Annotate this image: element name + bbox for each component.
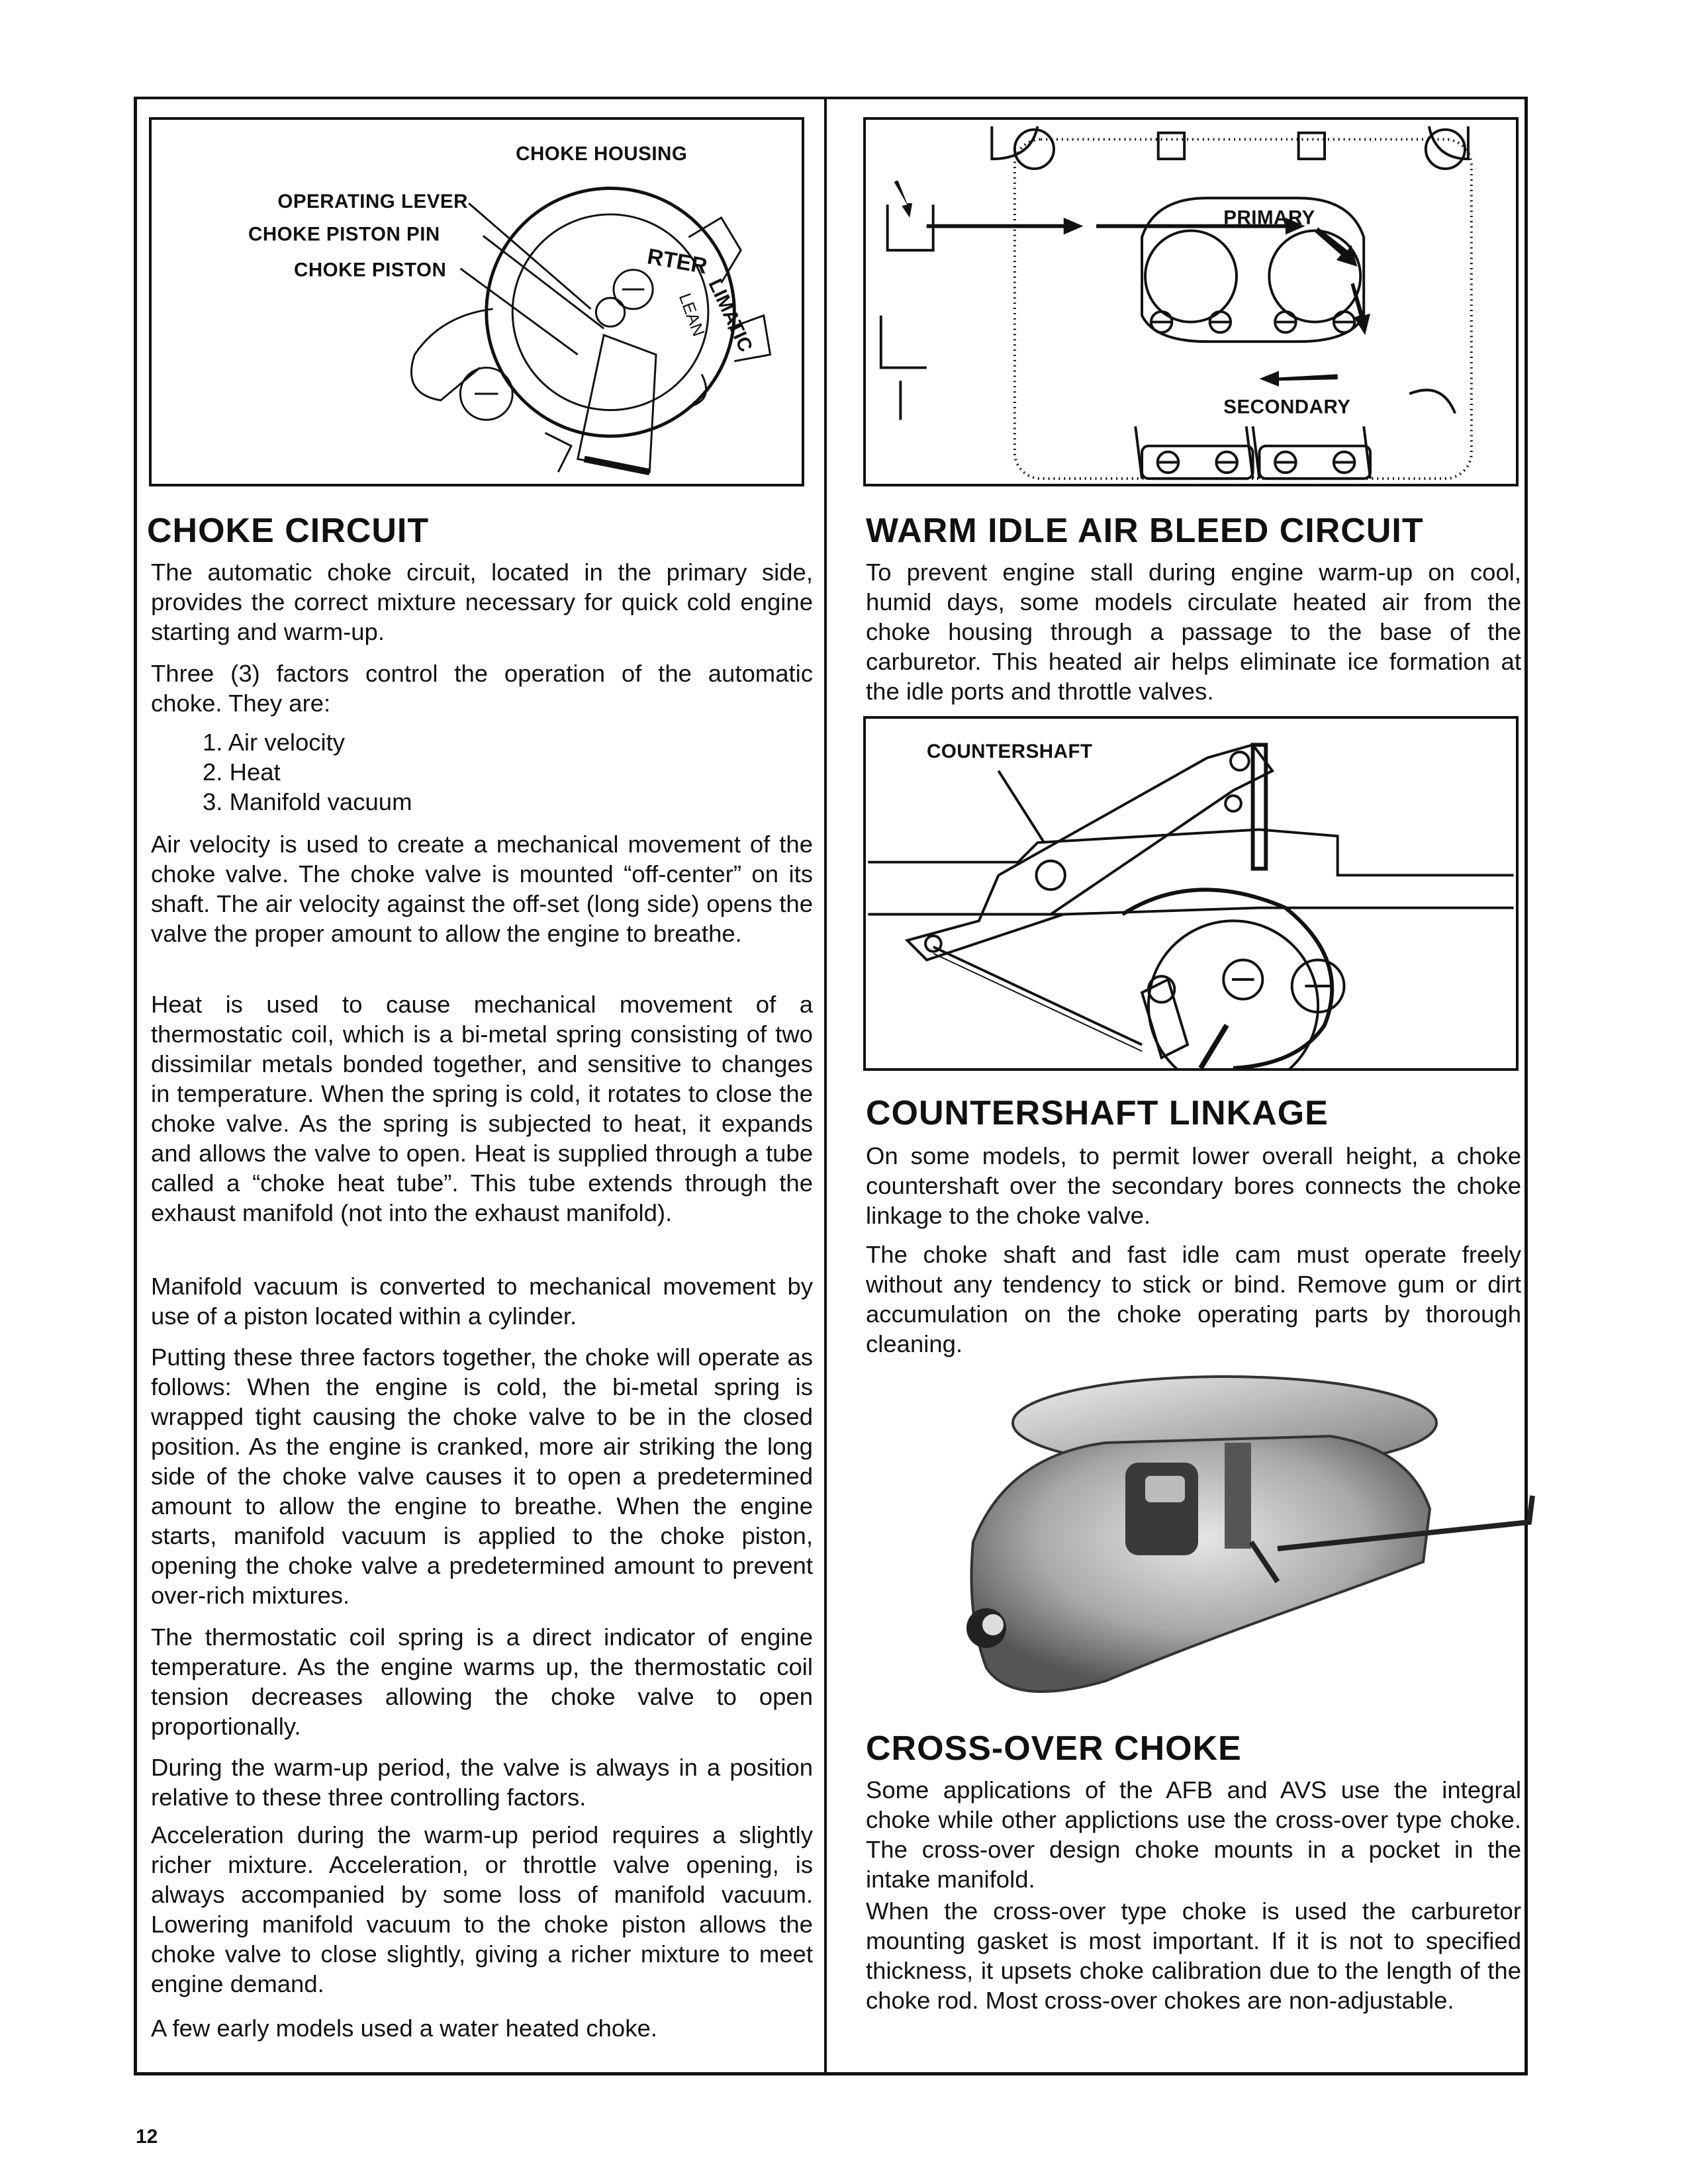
photo-rendering	[907, 1363, 1542, 1714]
factor-list	[203, 727, 412, 817]
paragraph: Three (3) factors control the operation of the automatic choke. They are:	[151, 660, 813, 717]
label-countershaft: COUNTERSHAFT	[927, 741, 1093, 763]
label-primary: PRIMARY	[1223, 206, 1315, 229]
paragraph: A few early models used a water heated choke.	[151, 2015, 657, 2042]
paragraph: The choke shaft and fast idle cam must operate freely without any tendency to stick or bind. Remove gum or dirt accumulation on the choke operating parts by thorough cleaning.	[866, 1241, 1521, 1357]
list-item: 2. Heat	[203, 758, 281, 786]
paragraph: During the warm-up period, the valve is always in a position relative to these three controlling factors.	[151, 1754, 813, 1811]
paragraph: The automatic choke circuit, located in the primary side, provides the correct mixture necessary for quick cold engine starting and warm-up.	[151, 559, 813, 645]
paragraph: Manifold vacuum is converted to mechanical movement by use of a piston located within a cylinder.	[151, 1273, 813, 1330]
label-secondary: SECONDARY	[1223, 396, 1351, 418]
heading-countershaft-linkage: COUNTERSHAFT LINKAGE	[866, 1094, 1329, 1132]
countershaft-drawing	[866, 719, 1516, 1068]
housing-lettering: LIMATIC	[704, 275, 757, 355]
list-item: 3. Manifold vacuum	[203, 788, 412, 815]
paragraph: Putting these three factors together, the choke will operate as follows: When the engine is cold, the bi-metal spring is wrapped tight causing the choke valve to be in the closed position. As the engine is cranked, more air striking the long side of the choke valve causes it to open a predetermined amount to allow the engine to breathe. When the engine starts, manifold vacuum is applied to the choke piston, opening the choke valve a predetermined amount to prevent over-rich mixtures.	[151, 1343, 813, 1609]
column-divider	[824, 97, 827, 2075]
choke-housing-figure	[149, 117, 804, 486]
carburetor-lineart	[881, 126, 1472, 478]
paragraph: Heat is used to cause mechanical movement of a thermostatic coil, which is a bi-metal spring consisting of two dissimilar metals bonded together, and sensitive to changes in temperature. When the spring is cold, it rotates to close the choke valve. As the spring is subjected to heat, it expands and allows the valve to open. Heat is supplied through a tube called a “choke heat tube”. This tube extends through the exhaust manifold (not into the exhaust manifold).	[151, 991, 813, 1226]
choke-assembly-lineart	[411, 188, 770, 472]
countershaft-figure	[863, 716, 1519, 1071]
cross-over-choke-photo	[907, 1363, 1542, 1714]
label-choke-piston-pin: CHOKE PISTON PIN	[248, 223, 440, 246]
label-choke-housing: CHOKE HOUSING	[516, 143, 688, 165]
paragraph: The thermostatic coil spring is a direct indicator of engine temperature. As the engine warms up, the thermostatic coil tension decreases allowing the choke valve to open proportionally.	[151, 1623, 813, 1740]
page-number: 12	[136, 2126, 158, 2148]
paragraph: Some applications of the AFB and AVS use the integral choke while other applictions use the cross-over type choke. The cross-over design choke mounts in a pocket in the intake manifold.	[866, 1776, 1521, 1893]
paragraph: Air velocity is used to create a mechanical movement of the choke valve. The choke valve is mounted “off-center” on its shaft. The air velocity against the off-set (long side) opens the valve the proper amount to allow the engine to breathe.	[151, 831, 813, 947]
air-bleed-drawing	[866, 120, 1516, 484]
housing-lettering: RTER	[645, 244, 710, 279]
heading-warm-idle-air-bleed-circuit: WARM IDLE AIR BLEED CIRCUIT	[866, 512, 1424, 550]
list-item: 1. Air velocity	[203, 729, 346, 756]
heading-cross-over-choke: CROSS-OVER CHOKE	[866, 1729, 1242, 1768]
paragraph: On some models, to permit lower overall height, a choke countershaft over the secondary bores connects the choke linkage to the choke valve.	[866, 1142, 1521, 1229]
label-operating-lever: OPERATING LEVER	[277, 191, 468, 213]
choke-housing-drawing	[152, 120, 802, 484]
heading-choke-circuit: CHOKE CIRCUIT	[147, 512, 430, 550]
label-choke-piston: CHOKE PISTON	[294, 259, 447, 281]
paragraph: To prevent engine stall during engine warm-up on cool, humid days, some models circulate heated air from the choke housing through a passage to the base of the carburetor. This heated air helps eliminate ice formation at the idle ports and throttle valves.	[866, 559, 1521, 705]
paragraph: Acceleration during the warm-up period requires a slightly richer mixture. Acceleration, or throttle valve opening, is always accompanied by some loss of manifold vacuum. Lowering manifold vacuum to the choke piston allows the choke valve to close slightly, giving a richer mixture to meet engine demand.	[151, 1821, 813, 1997]
paragraph: When the cross-over type choke is used the carburetor mounting gasket is most important. If it is not to specified thickness, it upsets choke calibration due to the length of the choke rod. Most cross-over chokes are non-adjustable.	[866, 1897, 1521, 2014]
air-bleed-figure	[863, 117, 1519, 486]
linkage-lineart	[868, 745, 1513, 1068]
housing-lettering: LEAN	[675, 291, 708, 340]
